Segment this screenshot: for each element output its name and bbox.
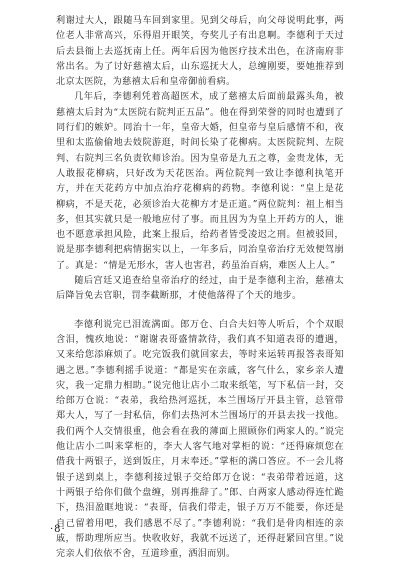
page-body [56,14,344,562]
page-number: ·8· [50,524,66,535]
paragraph: 李德利说完已泪流满面。郎万仓、白合夫妇等人听后，个个双眼含泪，愧疚地说：“谢谢表哥盛情款待，我们真不知道表哥的遭遇，又来给您添麻烦了。吃完饭我们就回家去，等时来运转再报答表哥知遇之恩。”李德利摇手说道：“都是实在亲戚，客气什么，家乡亲人遭灾，我一定鼎力相助。”说完他让店小二取来纸笔，写下私信一封，交给郎万仓说：“表弟，我给热河巡抚，本兰围场厅开县主管，总管带郑大人，写了一封私信，你们去热河木兰围场厅的开县去找一找他。我们两个人交情很重，他会看在我的薄面上照顾你们两家人的。”说完他让店小二叫来掌柜的，李大人客气地对掌柜的说：“还得麻烦您在借我十两银子，送到饭庄，月末奉还。”掌柜的满口答应。不一会儿将银子送到桌上，李德利接过银子交给郎万仓说：“表弟带着远道，这十两银子给你们做个盘缠，别再推辞了。”郎、白两家人感动得连忙跪下，热泪盈眶地说：“表哥，信我们带走，银子万万不能要，你还是自己留着用吧，我们感恩不尽了。”李德利说：“我们是骨肉相连的亲戚，帮助理所应当。快收收好，我就不远送了，还得赶紧回宫里。”说完亲人们依依不舍，互道珍重，洒泪而别。 [56,319,344,560]
section-1 [56,14,344,305]
section-gap [56,305,344,318]
paragraph: 利谢过大人，跟随马车回到家里。见到父母后，向父母说明此事，两位老人非常高兴，乐得眉开眼笑，夸奖儿子有出息啊。李德利于天过后去县衙上去巡抚南上任。两年后因为他医疗技术出色，在济南府非常出名。为了讨好慈禧太后，山东巡抚大人，总缠刚要，要她推荐到北京太医院，为慈禧太后和皇帝御前看病。 [56,16,344,88]
section-2 [56,318,344,562]
paragraph: 随后宫廷又追查给皇帝治疗的经过，由于是李德利主治，慈禧太后降旨免去官职，罚李截断那，才使他落得了个天的地步。 [56,276,344,302]
paragraph: 几年后，李德利凭着高超医术，成了慈禧太后面前最露头角，被慈禧太后封为“太医院右院判正五品”。他在得到荣誉的同时也遭到了同行们的嫉妒。同治十一年，皇帝大婚，但皇帝与皇后感情不和，夜里和太监偷偷地去妓院游逛，时间长染了花柳病。太医院院判、左院判、右院判三名负责钦师诊治。因为皇帝是九五之尊，金贵龙体，无人敢报花柳病，只好改为天花医治。两位院判一致让李德利执笔开方，并在天花药方中加点治疗花柳病的药物。李德利说：“皇上是花柳病，不是天花，必须诊治大花柳方才是正道。”两位院判：祖上相当多，但其实就只是一般地应付了事。而且因为为皇上开药方的人，谁也不愿意承担风险，此案上报后，给药者皆受凌迟之刑。但被驳回，说是那李德利把病情据实以上，一年多后，同治皇帝治疗无效便驾崩了。真是：“情是无形水，害人也害君，药虽治百病，难医人上人。” [56,92,344,271]
